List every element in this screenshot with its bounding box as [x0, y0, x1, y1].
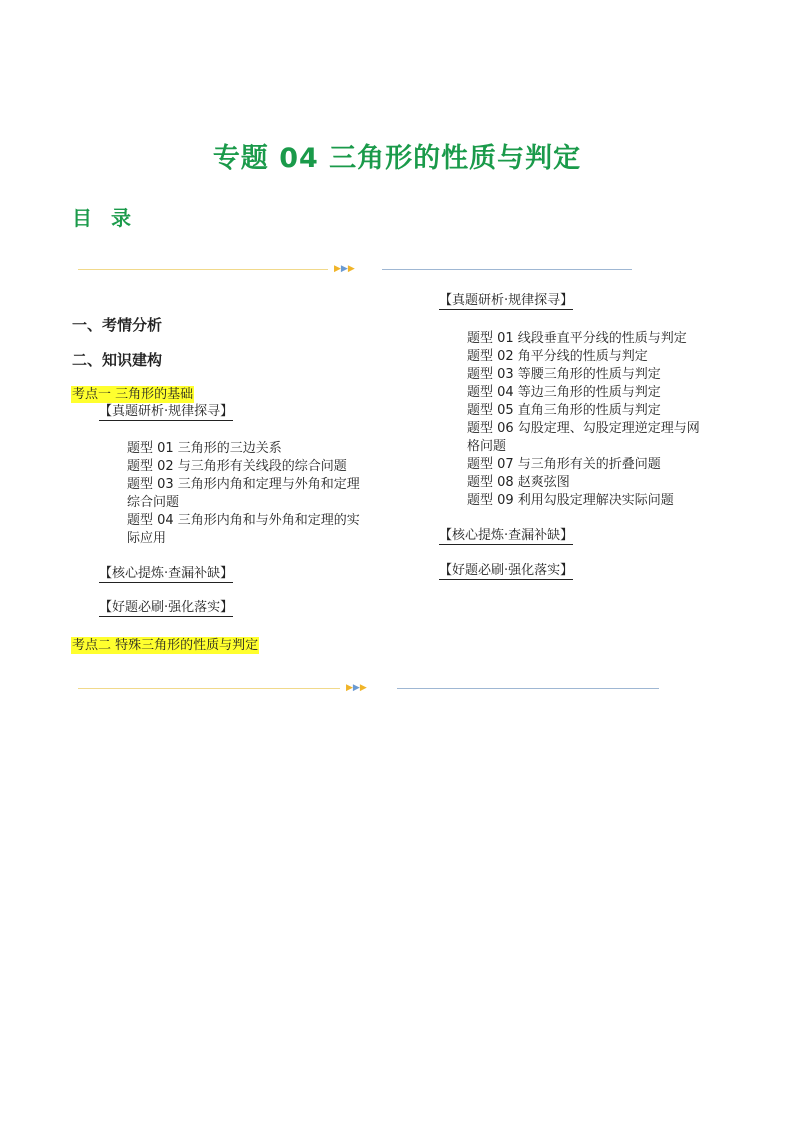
divider-line-right: [397, 688, 659, 689]
arrow-decoration-icon: ▶▶▶: [334, 264, 355, 274]
toc-heading: 目 录: [72, 206, 137, 230]
toc-item[interactable]: 题型 01 线段垂直平分线的性质与判定: [467, 331, 687, 346]
toc-item[interactable]: 题型 03 三角形内角和定理与外角和定理: [127, 477, 360, 492]
toc-item[interactable]: 题型 07 与三角形有关的折叠问题: [467, 457, 661, 472]
toc-item[interactable]: 题型 09 利用勾股定理解决实际问题: [467, 493, 674, 508]
right-block-zhenti[interactable]: 【真题研析·规律探寻】: [439, 293, 574, 308]
point-two-heading[interactable]: 考点二 特殊三角形的性质与判定: [72, 638, 259, 653]
right-block-hexin[interactable]: 【核心提炼·查漏补缺】: [439, 528, 574, 543]
toc-item-continuation[interactable]: 际应用: [127, 531, 167, 546]
right-block-haoti[interactable]: 【好题必刷·强化落实】: [439, 563, 574, 578]
toc-item[interactable]: 题型 05 直角三角形的性质与判定: [467, 403, 661, 418]
toc-item[interactable]: 题型 04 三角形内角和与外角和定理的实: [127, 513, 360, 528]
divider-line-left: [78, 688, 340, 689]
toc-item[interactable]: 题型 02 角平分线的性质与判定: [467, 349, 648, 364]
toc-item[interactable]: 题型 04 等边三角形的性质与判定: [467, 385, 661, 400]
divider-line-right: [382, 269, 632, 270]
toc-item[interactable]: 题型 03 等腰三角形的性质与判定: [467, 367, 661, 382]
arrow-decoration-icon: ▶▶▶: [346, 683, 367, 693]
page-title: 专题 04 三角形的性质与判定: [212, 143, 582, 174]
section-knowledge[interactable]: 二、知识建构: [72, 351, 163, 369]
toc-item[interactable]: 题型 02 与三角形有关线段的综合问题: [127, 459, 347, 474]
toc-item[interactable]: 题型 06 勾股定理、勾股定理逆定理与网: [467, 421, 700, 436]
left-block-haoti[interactable]: 【好题必刷·强化落实】: [99, 600, 234, 615]
divider-line-left: [78, 269, 328, 270]
toc-item[interactable]: 题型 01 三角形的三边关系: [127, 441, 282, 456]
toc-item-continuation[interactable]: 格问题: [467, 439, 507, 454]
section-analysis[interactable]: 一、考情分析: [72, 316, 163, 334]
left-block-zhenti[interactable]: 【真题研析·规律探寻】: [99, 404, 234, 419]
point-one-heading[interactable]: 考点一 三角形的基础: [72, 387, 194, 402]
left-block-hexin[interactable]: 【核心提炼·查漏补缺】: [99, 566, 234, 581]
toc-item[interactable]: 题型 08 赵爽弦图: [467, 475, 570, 490]
toc-item-continuation[interactable]: 综合问题: [127, 495, 180, 510]
